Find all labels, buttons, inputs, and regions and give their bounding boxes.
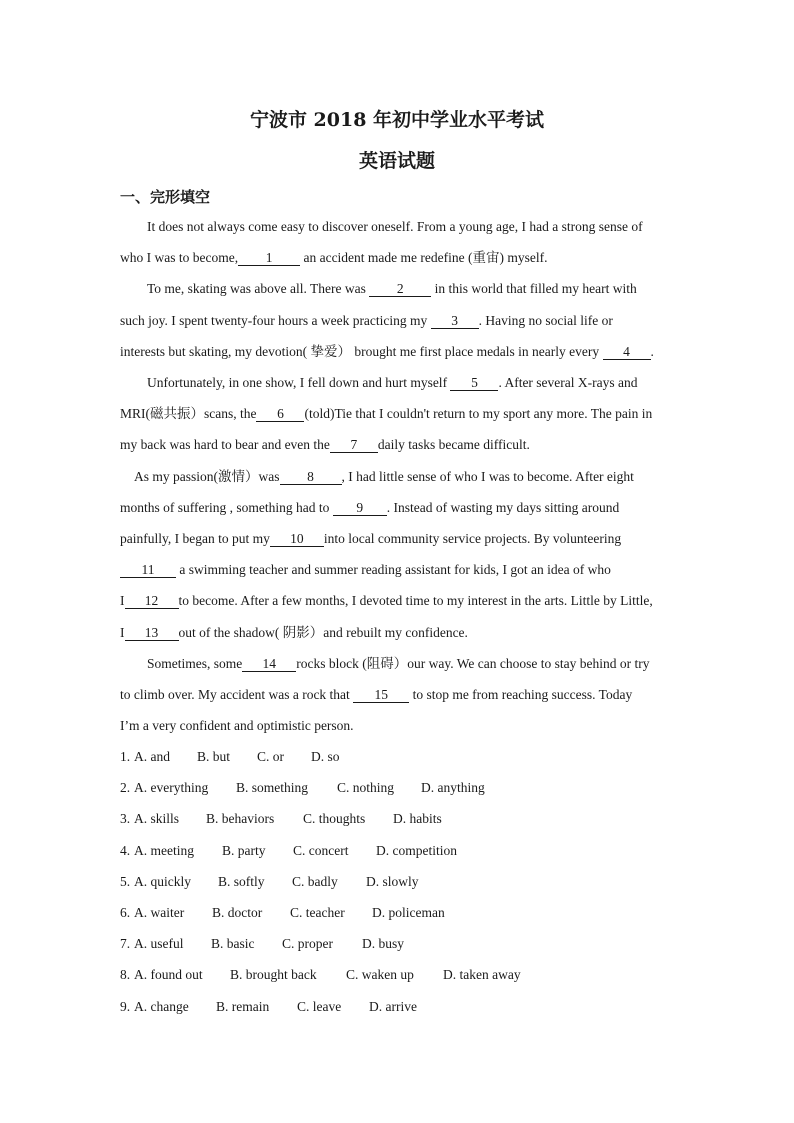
passage-text: who I was to become, bbox=[120, 250, 239, 265]
passage-line bbox=[120, 686, 680, 704]
answer-option[interactable]: B. softly bbox=[218, 873, 265, 889]
answer-option[interactable]: A. everything bbox=[134, 780, 209, 796]
passage-line bbox=[120, 499, 680, 517]
question-number: 3. bbox=[120, 811, 131, 827]
passage-text: Sometimes, some bbox=[147, 656, 243, 671]
blank-8[interactable]: 8 bbox=[280, 469, 342, 485]
answer-option[interactable]: D. so bbox=[311, 749, 340, 764]
answer-option[interactable]: B. party bbox=[222, 842, 266, 858]
passage-line bbox=[120, 436, 680, 454]
answer-option[interactable]: D. taken away bbox=[443, 967, 521, 983]
answer-option[interactable]: D. habits bbox=[393, 811, 442, 827]
passage-text: , I had little sense of who I was to become. After eight bbox=[341, 469, 634, 484]
passage-text: . Having no social life or bbox=[478, 313, 613, 328]
answer-option[interactable]: A. useful bbox=[134, 936, 184, 952]
blank-13[interactable]: 13 bbox=[125, 625, 179, 641]
answer-option[interactable]: A. change bbox=[134, 998, 189, 1014]
blank-15[interactable]: 15 bbox=[353, 687, 409, 703]
passage-text: months of suffering , something had to bbox=[120, 500, 333, 515]
answer-option[interactable]: C. nothing bbox=[337, 780, 395, 796]
answer-option[interactable]: B. doctor bbox=[212, 905, 263, 920]
passage-text: MRI(磁共振）scans, the bbox=[120, 406, 257, 421]
blank-5[interactable]: 5 bbox=[450, 375, 498, 391]
passage-text: I’m a very confident and optimistic person. bbox=[120, 718, 354, 733]
answer-option[interactable]: A. waiter bbox=[134, 905, 185, 920]
passage-text: . bbox=[650, 344, 654, 359]
passage-line bbox=[120, 624, 680, 642]
blank-1[interactable]: 1 bbox=[238, 250, 300, 266]
passage-line bbox=[120, 343, 680, 361]
passage-text: to climb over. My accident was a rock that bbox=[120, 687, 354, 702]
answer-option[interactable]: D. anything bbox=[421, 780, 485, 796]
passage-line bbox=[147, 374, 707, 392]
answer-option[interactable]: C. concert bbox=[293, 842, 349, 858]
passage-text: I bbox=[120, 593, 125, 608]
answer-option[interactable]: B. behaviors bbox=[206, 811, 275, 827]
passage-text: out of the shadow( 阴影）and rebuilt my confidence. bbox=[178, 625, 468, 640]
answer-option[interactable]: B. but bbox=[197, 749, 231, 764]
exam-subtitle: 英语试题 bbox=[358, 150, 435, 172]
blank-14[interactable]: 14 bbox=[242, 656, 296, 672]
question-number: 6. bbox=[120, 905, 131, 920]
answer-option[interactable]: B. something bbox=[236, 780, 309, 796]
passage-text: an accident made me redefine (重宙) myself. bbox=[300, 250, 548, 265]
passage-text: a swimming teacher and summer reading assistant for kids, I got an idea of who bbox=[176, 562, 611, 577]
passage-text: . After several X-rays and bbox=[498, 375, 638, 390]
passage-text: painfully, I began to put my bbox=[120, 531, 270, 546]
passage-text: As my passion(激情）was bbox=[134, 469, 280, 484]
question-number: 9. bbox=[120, 998, 131, 1014]
answer-option[interactable]: D. arrive bbox=[369, 998, 417, 1014]
blank-10[interactable]: 10 bbox=[270, 531, 324, 547]
passage-line bbox=[147, 218, 707, 236]
answer-option[interactable]: C. leave bbox=[297, 998, 342, 1014]
blank-11[interactable]: 11 bbox=[120, 562, 176, 578]
passage-line bbox=[120, 717, 680, 735]
answer-option[interactable]: C. waken up bbox=[346, 967, 414, 983]
answer-option[interactable]: A. and bbox=[134, 749, 170, 764]
question-number: 8. bbox=[120, 967, 131, 983]
passage-text: in this world that filled my heart with bbox=[431, 281, 637, 296]
blank-2[interactable]: 2 bbox=[369, 281, 431, 297]
passage-text: to become. After a few months, I devoted time to my interest in the arts. Little by Little, bbox=[178, 593, 653, 608]
question-number: 7. bbox=[120, 936, 131, 952]
passage-text: To me, skating was above all. There was bbox=[147, 281, 370, 296]
passage-text: daily tasks became difficult. bbox=[377, 437, 530, 452]
section-heading: 一、完形填空 bbox=[120, 188, 211, 206]
passage-text: I bbox=[120, 625, 125, 640]
passage-line bbox=[147, 280, 707, 298]
passage-text: It does not always come easy to discover oneself. From a young age, I had a strong sense of bbox=[147, 219, 643, 234]
answer-option[interactable]: B. basic bbox=[211, 936, 255, 952]
answer-option[interactable]: C. or bbox=[257, 749, 284, 764]
passage-text: to stop me from reaching success. Today bbox=[409, 687, 633, 702]
blank-7[interactable]: 7 bbox=[330, 437, 378, 453]
passage-line bbox=[120, 530, 680, 548]
passage-line bbox=[147, 655, 707, 673]
blank-4[interactable]: 4 bbox=[603, 344, 651, 360]
passage-text: interests but skating, my devotion( 挚爱） brought me first place medals in nearly every bbox=[120, 344, 603, 359]
passage-line bbox=[120, 312, 680, 330]
answer-option[interactable]: A. meeting bbox=[134, 842, 194, 858]
passage-line bbox=[120, 249, 680, 267]
question-number: 4. bbox=[120, 842, 131, 858]
passage-line bbox=[120, 592, 680, 610]
answer-option[interactable]: C. teacher bbox=[290, 905, 345, 920]
passage-text: rocks block (阻碍）our way. We can choose to stay behind or try bbox=[296, 656, 650, 671]
blank-6[interactable]: 6 bbox=[256, 406, 304, 422]
answer-option[interactable]: A. quickly bbox=[134, 873, 191, 889]
passage-text: such joy. I spent twenty-four hours a week practicing my bbox=[120, 313, 431, 328]
question-number: 5. bbox=[120, 873, 131, 889]
answer-option[interactable]: C. badly bbox=[292, 873, 338, 889]
passage-text: Unfortunately, in one show, I fell down and hurt myself bbox=[147, 375, 451, 390]
blank-3[interactable]: 3 bbox=[431, 313, 479, 329]
question-number: 2. bbox=[120, 780, 131, 796]
passage-text: . Instead of wasting my days sitting around bbox=[386, 500, 620, 515]
answer-option[interactable]: A. skills bbox=[134, 811, 180, 827]
blank-9[interactable]: 9 bbox=[333, 500, 387, 516]
passage-line bbox=[120, 561, 680, 579]
answer-option[interactable]: D. busy bbox=[362, 936, 405, 952]
answer-option[interactable]: C. thoughts bbox=[303, 811, 366, 827]
exam-title: 宁波市 2018 年初中学业水平考试 bbox=[249, 109, 545, 131]
passage-text: (told)Tie that I couldn't return to my sport any more. The pain in bbox=[304, 406, 653, 421]
answer-option[interactable]: C. proper bbox=[282, 936, 333, 952]
blank-12[interactable]: 12 bbox=[125, 593, 179, 609]
passage-line bbox=[120, 405, 680, 423]
passage-text: into local community service projects. By volunteering bbox=[323, 531, 622, 546]
answer-option[interactable]: A. found out bbox=[134, 967, 203, 983]
question-number: 1. bbox=[120, 749, 131, 764]
answer-option[interactable]: B. brought back bbox=[230, 967, 317, 983]
passage-line bbox=[134, 468, 694, 486]
answer-option[interactable]: D. slowly bbox=[366, 873, 419, 889]
answer-option[interactable]: B. remain bbox=[216, 998, 270, 1014]
answer-option[interactable]: D. competition bbox=[376, 842, 457, 858]
passage-text: my back was hard to bear and even the bbox=[120, 437, 330, 452]
answer-option[interactable]: D. policeman bbox=[372, 905, 445, 920]
